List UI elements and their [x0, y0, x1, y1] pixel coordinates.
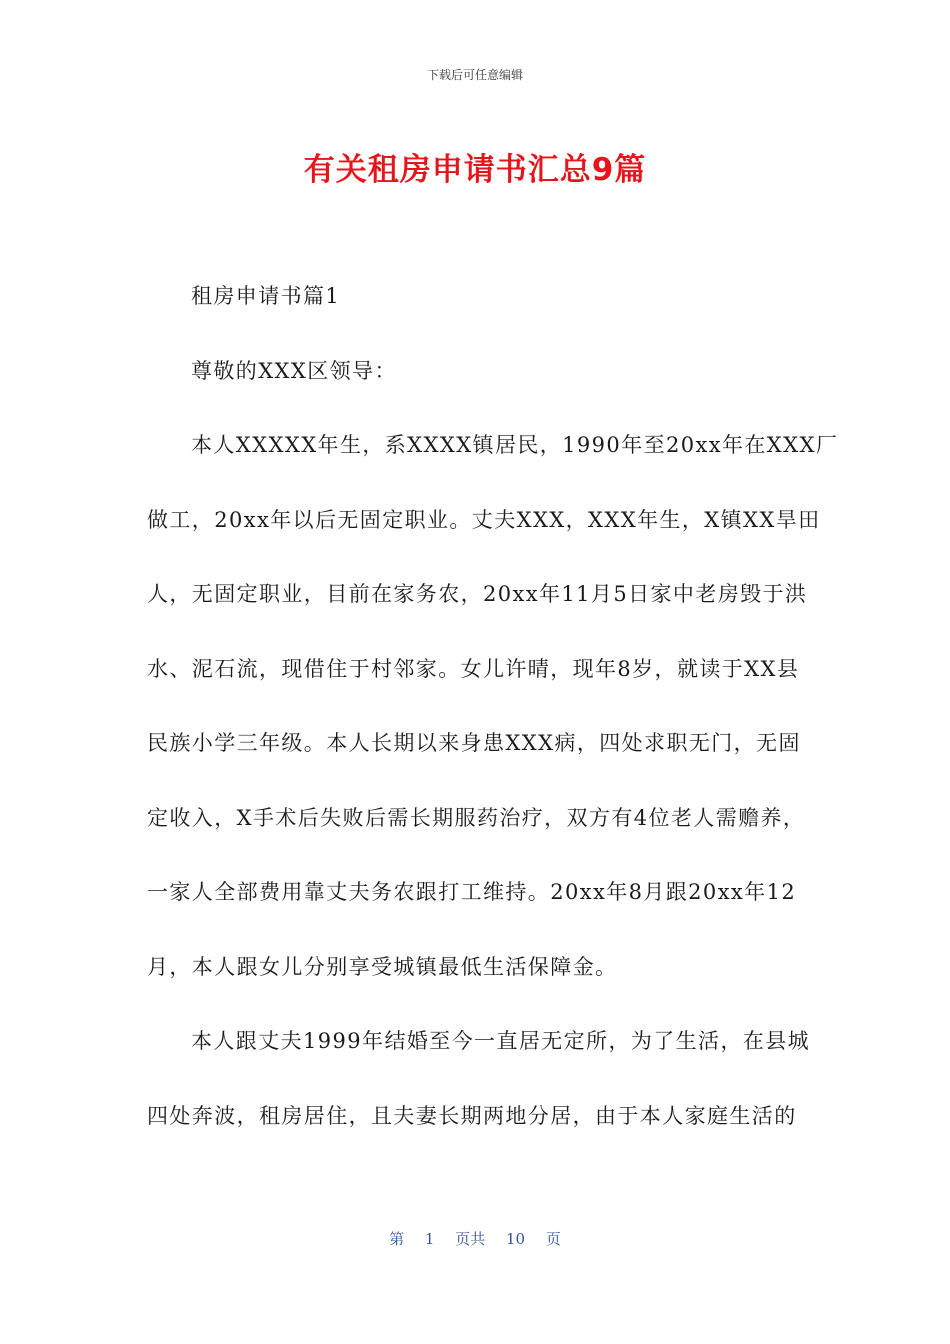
footer-prefix: 第	[389, 1230, 405, 1248]
body-line: 做工，20xx年以后无固定职业。丈夫XXX，XXX年生，X镇XX旱田	[147, 507, 821, 532]
body-line: 四处奔波，租房居住，且夫妻长期两地分居，由于本人家庭生活的	[147, 1103, 797, 1128]
footer-total-pages: 10	[506, 1230, 526, 1248]
body-line: 民族小学三年级。本人长期以来身患XXX病，四处求职无门，无固	[147, 731, 801, 755]
body-line: 定收入，X手术后失败后需长期服药治疗，双方有4位老人需赡养，	[147, 805, 806, 830]
body-line: 本人XXXXX年生，系XXXX镇居民，1990年至20xx年在XXX厂	[191, 433, 839, 457]
body-line: 一家人全部费用靠丈夫务农跟打工维持。20xx年8月跟20xx年12	[147, 880, 797, 904]
document-title: 有关租房申请书汇总9篇	[303, 152, 647, 188]
document-body	[147, 274, 839, 1168]
footer-current-page: 1	[424, 1230, 435, 1248]
body-line: 租房申请书篇1	[191, 284, 341, 308]
body-line: 水、泥石流，现借住于村邻家。女儿许晴，现年8岁，就读于XX县	[147, 656, 800, 681]
footer-suffix: 页	[545, 1230, 561, 1248]
header-note: 下载后可任意编辑	[426, 68, 523, 82]
body-line: 尊敬的XXX区领导：	[191, 358, 397, 383]
body-line: 月，本人跟女儿分别享受城镇最低生活保障金。	[147, 954, 618, 979]
page-footer	[0, 1228, 950, 1249]
footer-mid: 页共	[455, 1230, 486, 1248]
body-line: 人，无固定职业，目前在家务农，20xx年11月5日家中老房毁于洪	[147, 582, 808, 606]
body-line: 本人跟丈夫1999年结婚至今一直居无定所，为了生活，在县城	[191, 1029, 811, 1053]
